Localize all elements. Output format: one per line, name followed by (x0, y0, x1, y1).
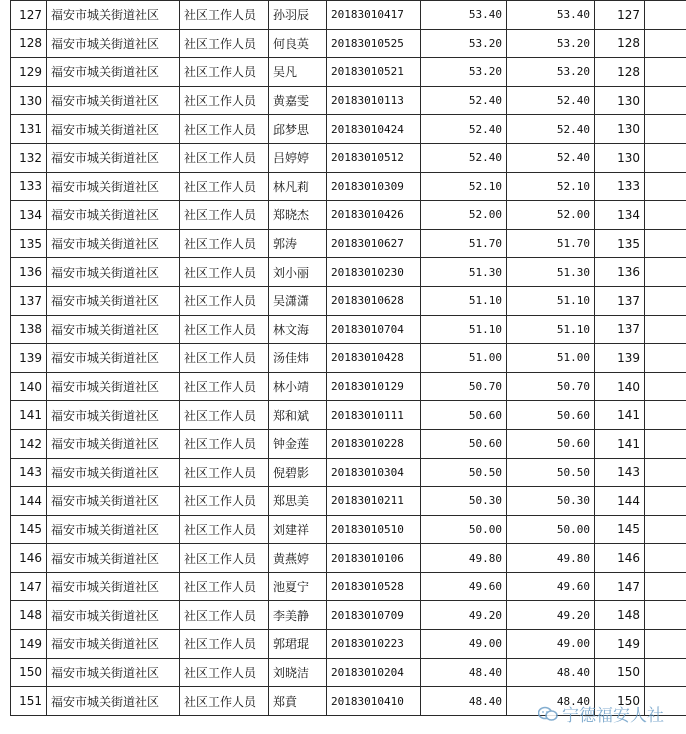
candidate-name-cell: 钟金莲 (269, 429, 327, 458)
rank-cell: 143 (595, 458, 645, 487)
note-cell (645, 687, 686, 716)
total-score-cell: 53.20 (507, 58, 595, 87)
table-row (11, 458, 686, 487)
note-cell (645, 201, 686, 230)
position-cell: 社区工作人员 (180, 1, 269, 30)
candidate-name-cell: 吴凡 (269, 58, 327, 87)
row-index-cell: 144 (11, 487, 47, 516)
position-cell: 社区工作人员 (180, 229, 269, 258)
candidate-name-cell: 吴潇潇 (269, 286, 327, 315)
unit-cell: 福安市城关街道社区 (47, 115, 180, 144)
rank-cell: 150 (595, 687, 645, 716)
unit-cell: 福安市城关街道社区 (47, 372, 180, 401)
total-score-cell: 49.00 (507, 630, 595, 659)
ticket-number-cell: 20183010230 (327, 258, 421, 287)
table-row (11, 315, 686, 344)
table-row (11, 229, 686, 258)
total-score-cell: 52.10 (507, 172, 595, 201)
ticket-number-cell: 20183010512 (327, 143, 421, 172)
unit-cell: 福安市城关街道社区 (47, 630, 180, 659)
rank-cell: 127 (595, 1, 645, 30)
note-cell (645, 458, 686, 487)
unit-cell: 福安市城关街道社区 (47, 29, 180, 58)
note-cell (645, 29, 686, 58)
table-row (11, 286, 686, 315)
unit-cell: 福安市城关街道社区 (47, 344, 180, 373)
row-index-cell: 130 (11, 86, 47, 115)
row-index-cell: 151 (11, 687, 47, 716)
position-cell: 社区工作人员 (180, 86, 269, 115)
total-score-cell: 49.80 (507, 544, 595, 573)
unit-cell: 福安市城关街道社区 (47, 258, 180, 287)
position-cell: 社区工作人员 (180, 172, 269, 201)
table-row (11, 172, 686, 201)
written-score-cell: 51.10 (421, 286, 507, 315)
position-cell: 社区工作人员 (180, 201, 269, 230)
ticket-number-cell: 20183010228 (327, 429, 421, 458)
table-row (11, 1, 686, 30)
total-score-cell: 50.60 (507, 401, 595, 430)
position-cell: 社区工作人员 (180, 544, 269, 573)
candidate-name-cell: 黄嘉雯 (269, 86, 327, 115)
table-row (11, 143, 686, 172)
table-row (11, 572, 686, 601)
table-row (11, 86, 686, 115)
position-cell: 社区工作人员 (180, 143, 269, 172)
table-row (11, 58, 686, 87)
total-score-cell: 48.40 (507, 687, 595, 716)
unit-cell: 福安市城关街道社区 (47, 172, 180, 201)
candidate-name-cell: 刘晓洁 (269, 658, 327, 687)
watermark-text: 宁德福安人社 (562, 706, 664, 726)
rank-cell: 139 (595, 344, 645, 373)
candidate-name-cell: 邱梦思 (269, 115, 327, 144)
written-score-cell: 53.20 (421, 29, 507, 58)
unit-cell: 福安市城关街道社区 (47, 1, 180, 30)
unit-cell: 福安市城关街道社区 (47, 544, 180, 573)
candidate-name-cell: 刘建祥 (269, 515, 327, 544)
written-score-cell: 50.50 (421, 458, 507, 487)
note-cell (645, 658, 686, 687)
score-sheet (10, 0, 676, 716)
unit-cell: 福安市城关街道社区 (47, 429, 180, 458)
written-score-cell: 50.00 (421, 515, 507, 544)
row-index-cell: 150 (11, 658, 47, 687)
position-cell: 社区工作人员 (180, 687, 269, 716)
rank-cell: 141 (595, 401, 645, 430)
ticket-number-cell: 20183010204 (327, 658, 421, 687)
ticket-number-cell: 20183010410 (327, 687, 421, 716)
rank-cell: 134 (595, 201, 645, 230)
total-score-cell: 50.50 (507, 458, 595, 487)
row-index-cell: 136 (11, 258, 47, 287)
candidate-name-cell: 池夏宁 (269, 572, 327, 601)
total-score-cell: 52.40 (507, 143, 595, 172)
candidate-name-cell: 林小靖 (269, 372, 327, 401)
rank-cell: 130 (595, 115, 645, 144)
ticket-number-cell: 20183010129 (327, 372, 421, 401)
row-index-cell: 139 (11, 344, 47, 373)
ticket-number-cell: 20183010111 (327, 401, 421, 430)
row-index-cell: 149 (11, 630, 47, 659)
total-score-cell: 51.10 (507, 315, 595, 344)
written-score-cell: 48.40 (421, 658, 507, 687)
ticket-number-cell: 20183010628 (327, 286, 421, 315)
written-score-cell: 52.40 (421, 143, 507, 172)
ticket-number-cell: 20183010309 (327, 172, 421, 201)
candidate-name-cell: 吕婷婷 (269, 143, 327, 172)
position-cell: 社区工作人员 (180, 29, 269, 58)
rank-cell: 148 (595, 601, 645, 630)
total-score-cell: 49.20 (507, 601, 595, 630)
rank-cell: 130 (595, 86, 645, 115)
note-cell (645, 1, 686, 30)
position-cell: 社区工作人员 (180, 630, 269, 659)
rank-cell: 128 (595, 29, 645, 58)
written-score-cell: 52.40 (421, 86, 507, 115)
total-score-cell: 50.30 (507, 487, 595, 516)
candidate-name-cell: 郑晓杰 (269, 201, 327, 230)
unit-cell: 福安市城关街道社区 (47, 201, 180, 230)
candidate-name-cell: 汤佳炜 (269, 344, 327, 373)
candidate-name-cell: 林凡莉 (269, 172, 327, 201)
row-index-cell: 127 (11, 1, 47, 30)
written-score-cell: 52.00 (421, 201, 507, 230)
rank-cell: 141 (595, 429, 645, 458)
note-cell (645, 401, 686, 430)
row-index-cell: 138 (11, 315, 47, 344)
note-cell (645, 429, 686, 458)
row-index-cell: 131 (11, 115, 47, 144)
position-cell: 社区工作人员 (180, 58, 269, 87)
unit-cell: 福安市城关街道社区 (47, 458, 180, 487)
rank-cell: 135 (595, 229, 645, 258)
results-table-body (11, 1, 686, 716)
rank-cell: 144 (595, 487, 645, 516)
row-index-cell: 133 (11, 172, 47, 201)
note-cell (645, 172, 686, 201)
unit-cell: 福安市城关街道社区 (47, 687, 180, 716)
note-cell (645, 315, 686, 344)
position-cell: 社区工作人员 (180, 487, 269, 516)
written-score-cell: 48.40 (421, 687, 507, 716)
row-index-cell: 148 (11, 601, 47, 630)
written-score-cell: 49.20 (421, 601, 507, 630)
position-cell: 社区工作人员 (180, 572, 269, 601)
position-cell: 社区工作人员 (180, 344, 269, 373)
table-row (11, 401, 686, 430)
unit-cell: 福安市城关街道社区 (47, 572, 180, 601)
row-index-cell: 141 (11, 401, 47, 430)
ticket-number-cell: 20183010627 (327, 229, 421, 258)
written-score-cell: 49.60 (421, 572, 507, 601)
ticket-number-cell: 20183010424 (327, 115, 421, 144)
ticket-number-cell: 20183010223 (327, 630, 421, 659)
ticket-number-cell: 20183010417 (327, 1, 421, 30)
results-table (10, 0, 686, 716)
ticket-number-cell: 20183010528 (327, 572, 421, 601)
candidate-name-cell: 孙羽辰 (269, 1, 327, 30)
unit-cell: 福安市城关街道社区 (47, 229, 180, 258)
ticket-number-cell: 20183010510 (327, 515, 421, 544)
ticket-number-cell: 20183010428 (327, 344, 421, 373)
note-cell (645, 601, 686, 630)
ticket-number-cell: 20183010211 (327, 487, 421, 516)
written-score-cell: 50.70 (421, 372, 507, 401)
row-index-cell: 145 (11, 515, 47, 544)
ticket-number-cell: 20183010106 (327, 544, 421, 573)
written-score-cell: 51.30 (421, 258, 507, 287)
written-score-cell: 49.80 (421, 544, 507, 573)
row-index-cell: 146 (11, 544, 47, 573)
ticket-number-cell: 20183010113 (327, 86, 421, 115)
position-cell: 社区工作人员 (180, 601, 269, 630)
total-score-cell: 50.70 (507, 372, 595, 401)
written-score-cell: 49.00 (421, 630, 507, 659)
note-cell (645, 115, 686, 144)
unit-cell: 福安市城关街道社区 (47, 401, 180, 430)
row-index-cell: 143 (11, 458, 47, 487)
total-score-cell: 50.60 (507, 429, 595, 458)
table-row (11, 344, 686, 373)
total-score-cell: 51.70 (507, 229, 595, 258)
position-cell: 社区工作人员 (180, 515, 269, 544)
ticket-number-cell: 20183010521 (327, 58, 421, 87)
row-index-cell: 129 (11, 58, 47, 87)
written-score-cell: 52.10 (421, 172, 507, 201)
written-score-cell: 51.10 (421, 315, 507, 344)
rank-cell: 136 (595, 258, 645, 287)
table-row (11, 115, 686, 144)
rank-cell: 149 (595, 630, 645, 659)
note-cell (645, 630, 686, 659)
candidate-name-cell: 林文海 (269, 315, 327, 344)
written-score-cell: 50.60 (421, 401, 507, 430)
table-row (11, 630, 686, 659)
note-cell (645, 143, 686, 172)
table-row (11, 544, 686, 573)
row-index-cell: 135 (11, 229, 47, 258)
ticket-number-cell: 20183010304 (327, 458, 421, 487)
unit-cell: 福安市城关街道社区 (47, 286, 180, 315)
position-cell: 社区工作人员 (180, 315, 269, 344)
written-score-cell: 53.40 (421, 1, 507, 30)
unit-cell: 福安市城关街道社区 (47, 58, 180, 87)
rank-cell: 137 (595, 286, 645, 315)
total-score-cell: 50.00 (507, 515, 595, 544)
rank-cell: 130 (595, 143, 645, 172)
row-index-cell: 140 (11, 372, 47, 401)
written-score-cell: 50.30 (421, 487, 507, 516)
rank-cell: 137 (595, 315, 645, 344)
ticket-number-cell: 20183010525 (327, 29, 421, 58)
total-score-cell: 52.40 (507, 115, 595, 144)
table-row (11, 29, 686, 58)
table-row (11, 201, 686, 230)
row-index-cell: 142 (11, 429, 47, 458)
position-cell: 社区工作人员 (180, 286, 269, 315)
position-cell: 社区工作人员 (180, 429, 269, 458)
written-score-cell: 51.00 (421, 344, 507, 373)
table-row (11, 687, 686, 716)
table-row (11, 258, 686, 287)
ticket-number-cell: 20183010426 (327, 201, 421, 230)
note-cell (645, 344, 686, 373)
rank-cell: 146 (595, 544, 645, 573)
table-row (11, 429, 686, 458)
rank-cell: 145 (595, 515, 645, 544)
total-score-cell: 51.30 (507, 258, 595, 287)
unit-cell: 福安市城关街道社区 (47, 86, 180, 115)
note-cell (645, 229, 686, 258)
position-cell: 社区工作人员 (180, 458, 269, 487)
rank-cell: 140 (595, 372, 645, 401)
candidate-name-cell: 郭珺琨 (269, 630, 327, 659)
total-score-cell: 53.40 (507, 1, 595, 30)
position-cell: 社区工作人员 (180, 658, 269, 687)
row-index-cell: 132 (11, 143, 47, 172)
rank-cell: 150 (595, 658, 645, 687)
position-cell: 社区工作人员 (180, 401, 269, 430)
note-cell (645, 372, 686, 401)
note-cell (645, 515, 686, 544)
position-cell: 社区工作人员 (180, 372, 269, 401)
unit-cell: 福安市城关街道社区 (47, 658, 180, 687)
total-score-cell: 51.10 (507, 286, 595, 315)
ticket-number-cell: 20183010709 (327, 601, 421, 630)
row-index-cell: 147 (11, 572, 47, 601)
note-cell (645, 544, 686, 573)
rank-cell: 133 (595, 172, 645, 201)
candidate-name-cell: 倪碧影 (269, 458, 327, 487)
candidate-name-cell: 黄燕婷 (269, 544, 327, 573)
total-score-cell: 53.20 (507, 29, 595, 58)
table-row (11, 658, 686, 687)
written-score-cell: 50.60 (421, 429, 507, 458)
note-cell (645, 258, 686, 287)
unit-cell: 福安市城关街道社区 (47, 601, 180, 630)
written-score-cell: 53.20 (421, 58, 507, 87)
position-cell: 社区工作人员 (180, 258, 269, 287)
position-cell: 社区工作人员 (180, 115, 269, 144)
unit-cell: 福安市城关街道社区 (47, 143, 180, 172)
note-cell (645, 86, 686, 115)
unit-cell: 福安市城关街道社区 (47, 315, 180, 344)
table-row (11, 601, 686, 630)
rank-cell: 128 (595, 58, 645, 87)
candidate-name-cell: 郑思美 (269, 487, 327, 516)
ticket-number-cell: 20183010704 (327, 315, 421, 344)
candidate-name-cell: 何良英 (269, 29, 327, 58)
candidate-name-cell: 郑和斌 (269, 401, 327, 430)
note-cell (645, 58, 686, 87)
total-score-cell: 49.60 (507, 572, 595, 601)
candidate-name-cell: 郑賁 (269, 687, 327, 716)
written-score-cell: 52.40 (421, 115, 507, 144)
total-score-cell: 52.00 (507, 201, 595, 230)
note-cell (645, 572, 686, 601)
rank-cell: 147 (595, 572, 645, 601)
unit-cell: 福安市城关街道社区 (47, 515, 180, 544)
candidate-name-cell: 郭涛 (269, 229, 327, 258)
table-row (11, 515, 686, 544)
table-row (11, 487, 686, 516)
row-index-cell: 134 (11, 201, 47, 230)
total-score-cell: 51.00 (507, 344, 595, 373)
row-index-cell: 137 (11, 286, 47, 315)
row-index-cell: 128 (11, 29, 47, 58)
unit-cell: 福安市城关街道社区 (47, 487, 180, 516)
total-score-cell: 48.40 (507, 658, 595, 687)
candidate-name-cell: 刘小丽 (269, 258, 327, 287)
candidate-name-cell: 李美静 (269, 601, 327, 630)
table-row (11, 372, 686, 401)
total-score-cell: 52.40 (507, 86, 595, 115)
written-score-cell: 51.70 (421, 229, 507, 258)
note-cell (645, 487, 686, 516)
note-cell (645, 286, 686, 315)
